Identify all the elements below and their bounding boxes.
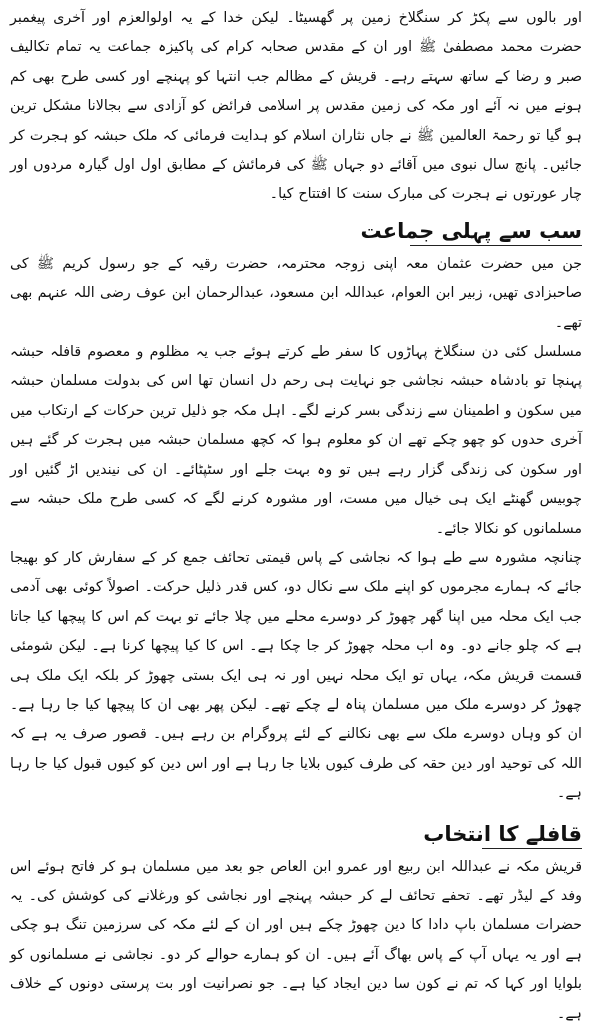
heading-text: قافلے کا انتخاب (423, 821, 582, 846)
heading-text: سب سے پہلی جماعت (360, 218, 582, 243)
paragraph-members: جن میں حضرت عثمان معہ اپنی زوجہ محترمہ، حضرت رقیہ کے جو رسول کریم ﷺ کی صاحبزادی تھیں، زبیر ابن العوام، عبداللہ ابن مسعود، عبدالرحمان ابن عوف رضی اللہ عنہم بھی تھے۔ (10, 255, 582, 331)
paragraph-plot: چنانچہ مشورہ سے طے ہوا کہ نجاشی کے پاس قیمتی تحائف جمع کر کے سفارش کار کو بھیجا جائے کہ ہمارے مجرموں کو اپنے ملک سے نکال دو، کس قدر ذلیل حرکت۔ اصولاً کوئی بھی آدمی جب ایک محلہ میں اپنا گھر چھوڑ کر دوسرے محلے میں چلا جائے تو بہت کم اس کا پیچھا کیا جاتا ہے کہ چلو جانے دو۔ وہ اب محلہ چھوڑ کر جا چکا ہے۔ اس کا کیا پیچھا کرنا ہے۔ لیکن شومئی قسمت قریش مکہ، یہاں تو ایک محلہ نہیں اور نہ ہی ایک بستی چھوڑ کر بلکہ ایک ملک ہی چھوڑ کر دوسرے ملک میں مسلمان پناہ لے چکے تھے۔ لیکن پھر بھی ان کا پیچھا کیا جا رہا ہے۔ ان کو وہاں دوسرے ملک سے بھی نکالنے کے لئے پروگرام بن رہے ہیں۔ قصور صرف یہ ہے کہ اللہ کی توحید اور دین حقہ کی طرف کیوں بلایا جا رہا ہے اور اس دین کو کیوں قبول کیا جا رہا ہے۔ (10, 549, 582, 802)
heading-underline (410, 245, 582, 246)
section-heading-first-group (10, 216, 582, 246)
paragraph-journey: مسلسل کئی دن سنگلاخ پہاڑوں کا سفر طے کرتے ہوئے جب یہ مظلوم و معصوم قافلہ حبشہ پہنچا تو بادشاہ حبشہ نجاشی جو نہایت ہی رحم دل انسان تھا اس کی بدولت مسلمان حبشہ میں سکون و اطمینان سے زندگی بسر کرنے لگے۔ اہل مکہ جو ذلیل ترین حرکات کے ارتکاب میں آخری حدوں کو چھو چکے تھے ان کو معلوم ہوا کہ کچھ مسلمان حبشہ میں ہجرت کر گئے ہیں اور سکون کی زندگی گزار رہے ہیں تو وہ بہت جلے اور سٹپٹائے۔ ان کی نیندیں اڑ گئیں اور چوبیس گھنٹے ایک ہی خیال میں مست، اور مشورہ کرنے لگے کہ کسی طرح ملک حبشہ سے مسلمانوں کو نکالا جائے۔ (10, 344, 582, 537)
paragraph-intro: اور بالوں سے پکڑ کر سنگلاخ زمین پر گھسیٹا۔ لیکن خدا کے یہ اولوالعزم اور آخری پیغمبر حضرت محمد مصطفیٰ ﷺ اور ان کے مقدس صحابہ کرام کی پاکیزہ جماعت یہ تمام تکالیف صبر و رضا کے ساتھ سہتے رہے۔ قریش کے مظالم جب انتہا کو پہنچے اور کسی طرح بھی کم ہونے میں نہ آئے اور مکہ کی زمین مقدس پر اسلامی فرائض کو آزادی سے بجالانا مشکل ترین ہو گیا تو رحمۃ العالمین ﷺ نے جاں نثاران اسلام کو ہدایت فرمائی کہ ملک حبشہ کو ہجرت کر جائیں۔ پانچ سال نبوی میں آقائے دو جہاں ﷺ کی فرمائش کے مطابق اول اول گیارہ مردوں اور چار عورتوں نے ہجرت کی مبارک سنت کا افتتاح کیا۔ (10, 10, 582, 203)
paragraph-delegation: قریش مکہ نے عبداللہ ابن ربیع اور عمرو ابن العاص جو بعد میں مسلمان ہو کر فاتح ہوئے اس وفد کے لیڈر تھے۔ تحفے تحائف لے کر حبشہ پہنچے اور نجاشی کو ورغلانے کی کوشش کی۔ یہ حضرات مسلمان باپ دادا کا دین چھوڑ چکے ہیں اور ان کے لئے مکہ کی سرزمین تنگ ہو چکی ہے اور یہ یہاں آپ کے پاس بھاگ آئے ہیں۔ ان کو ہمارے حوالے کر دو۔ نجاشی نے مسلمانوں کو بلوایا اور کہا کہ تم نے کون سا دین ایجاد کیا ہے۔ جو نصرانیت اور بت پرستی دونوں کے خلاف ہے۔ (10, 858, 582, 1022)
book-page (10, 4, 582, 1022)
heading-underline (482, 848, 582, 849)
section-heading-delegation (10, 819, 582, 849)
spacer (10, 809, 582, 813)
